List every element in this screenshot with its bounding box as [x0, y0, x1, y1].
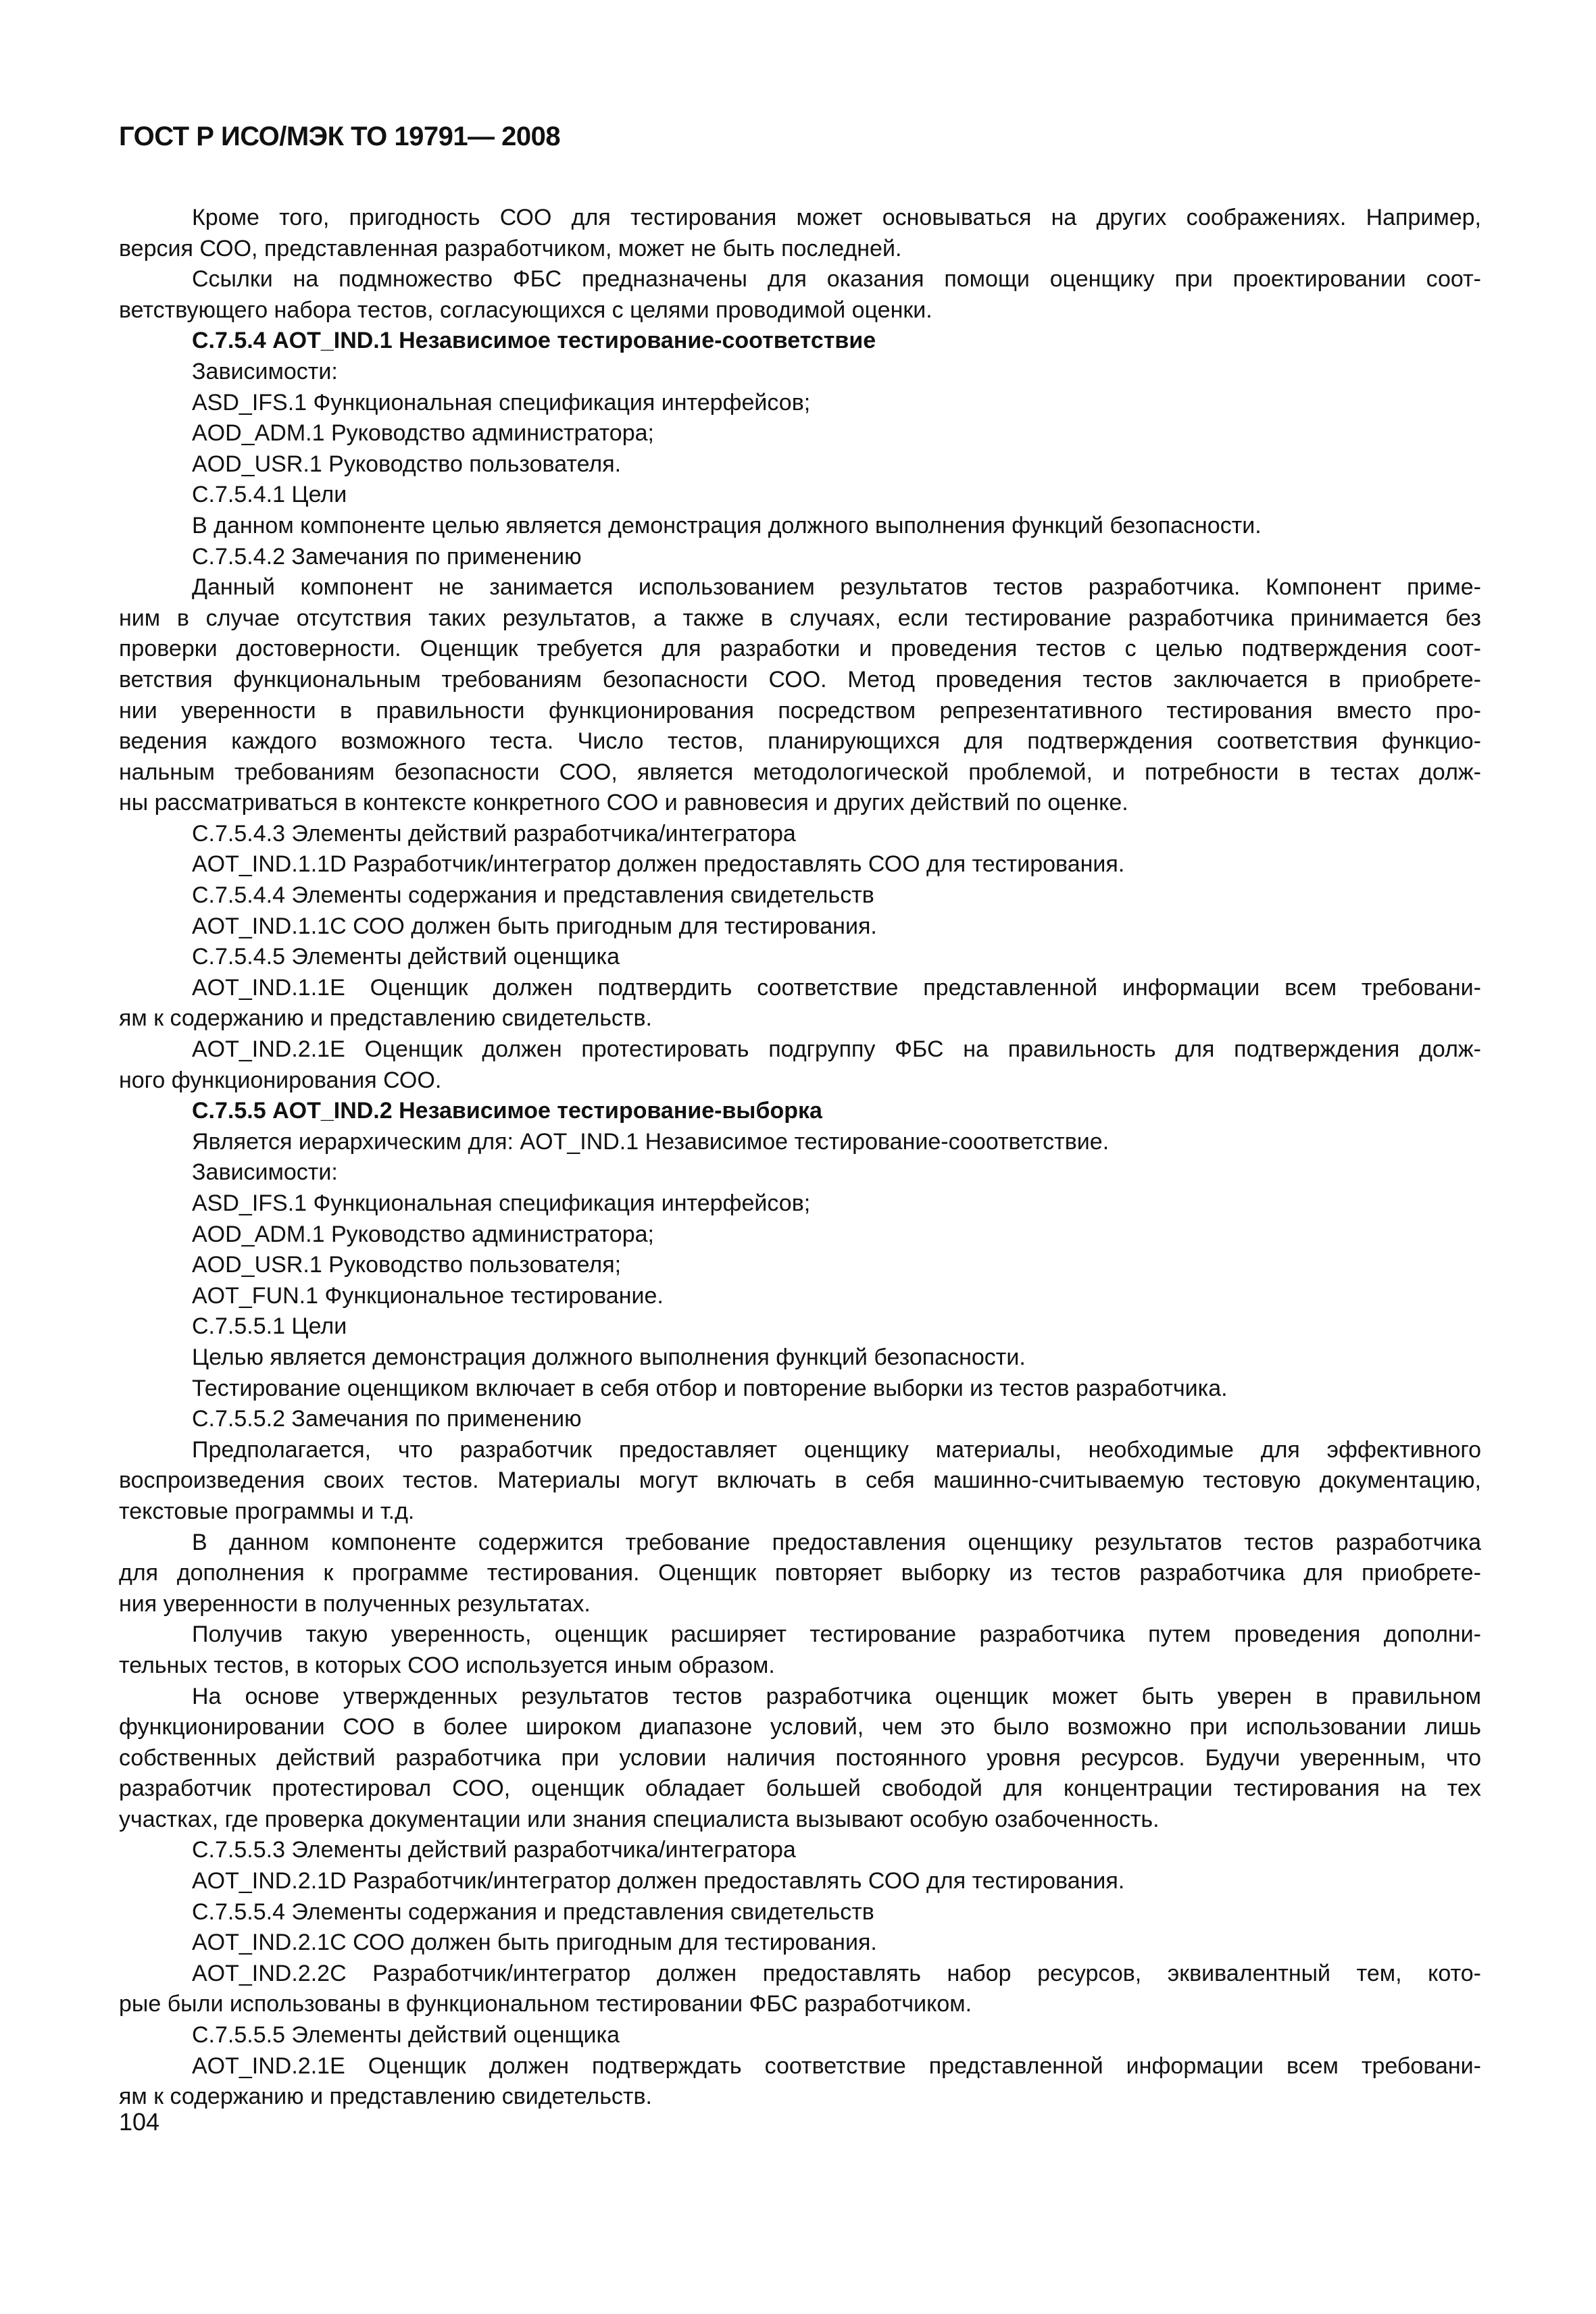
text-line: С.7.5.4.4 Элементы содержания и представления свидетельств: [192, 882, 874, 909]
text-line: Данный компонент не занимается использованием результатов тестов разработчика. Компонент приме-: [192, 574, 1481, 601]
text-line: ния уверенности в полученных результатах.: [119, 1590, 591, 1617]
text-line: AOT_IND.2.1E Оценщик должен протестировать подгруппу ФБС на правильность для подтверждения долж-: [192, 1036, 1481, 1063]
text-line: AOT_IND.1.1E Оценщик должен подтвердить соответствие представленной информации всем требовани-: [192, 974, 1481, 1001]
text-line: нии уверенности в правильности функционирования посредством репрезентативного тестирования вместо про-: [119, 697, 1481, 724]
text-line: для дополнения к программе тестирования. Оценщик повторяет выборку из тестов разработчика для приобрете-: [119, 1560, 1481, 1586]
text-line: участках, где проверка документации или знания специалиста вызывают особую озабоченность.: [119, 1806, 1159, 1832]
text-line: Целью является демонстрация должного выполнения функций безопасности.: [192, 1344, 1026, 1370]
text-line: воспроизведения своих тестов. Материалы могут включать в себя машинно-считываемую тестовую документацию,: [119, 1467, 1481, 1494]
text-line: ям к содержанию и представлению свидетельств.: [119, 1005, 653, 1032]
text-line: AOD_ADM.1 Руководство администратора;: [192, 420, 654, 447]
text-line: ASD_IFS.1 Функциональная спецификация интерфейсов;: [192, 1190, 811, 1216]
text-line: Получив такую уверенность, оценщик расширяет тестирование разработчика путем проведения дополни-: [192, 1621, 1481, 1648]
text-line: Предполагается, что разработчик предоставляет оценщику материалы, необходимые для эффективного: [192, 1436, 1481, 1463]
text-line: текстовые программы и т.д.: [119, 1498, 415, 1524]
text-line: AOT_IND.2.1C СОО должен быть пригодным для тестирования.: [192, 1930, 877, 1956]
text-line: ного функционирования СОО.: [119, 1067, 442, 1093]
text-line: ASD_IFS.1 Функциональная спецификация интерфейсов;: [192, 389, 811, 416]
text-line: AOT_IND.1.1C СОО должен быть пригодным для тестирования.: [192, 913, 877, 939]
text-line: AOT_IND.2.2C Разработчик/интегратор должен предоставлять набор ресурсов, эквивалентный тем, кото-: [192, 1960, 1481, 1986]
text-line: AOT_IND.2.1D Разработчик/интегратор должен предоставлять СОО для тестирования.: [192, 1868, 1125, 1894]
text-line: рые были использованы в функциональном тестировании ФБС разработчиком.: [119, 1991, 972, 2017]
text-line: тельных тестов, в которых СОО используется иным образом.: [119, 1652, 775, 1678]
text-line: AOD_USR.1 Руководство пользователя;: [192, 1252, 622, 1278]
text-line: функционировании СОО в более широком диапазоне условий, чем это было возможно при использовании лишь: [119, 1714, 1481, 1740]
text-line: нальным требованиям безопасности СОО, является методологической проблемой, и потребности в тестах долж-: [119, 759, 1481, 785]
text-line: С.7.5.5.3 Элементы действий разработчика/интегратора: [192, 1837, 796, 1863]
text-line: С.7.5.4.1 Цели: [192, 482, 347, 508]
text-line: С.7.5.5.2 Замечания по применению: [192, 1406, 582, 1432]
document-header: ГОСТ Р ИСО/МЭК ТО 19791— 2008: [119, 122, 561, 151]
text-line: AOT_FUN.1 Функциональное тестирование.: [192, 1282, 664, 1309]
text-line: На основе утвержденных результатов тестов разработчика оценщик может быть уверен в правильном: [192, 1683, 1481, 1709]
text-line: Зависимости:: [192, 358, 338, 384]
text-line: ветствующего набора тестов, согласующихся с целями проводимой оценки.: [119, 297, 932, 323]
section-heading: С.7.5.5 AOT_IND.2 Независимое тестирование-выборка: [192, 1098, 822, 1124]
text-line: версия СОО, представленная разработчиком, может не быть последней.: [119, 235, 902, 261]
text-line: AOT_IND.1.1D Разработчик/интегратор должен предоставлять СОО для тестирования.: [192, 851, 1125, 878]
page-number: 104: [119, 2108, 160, 2136]
text-line: С.7.5.4.2 Замечания по применению: [192, 543, 582, 570]
text-line: AOD_ADM.1 Руководство администратора;: [192, 1221, 654, 1247]
text-line: собственных действий разработчика при условии наличия постоянного уровня ресурсов. Будучи уверенным, что: [119, 1744, 1481, 1771]
text-line: ним в случае отсутствия таких результатов, а также в случаях, если тестирование разработчика принимается без: [119, 605, 1481, 631]
text-line: Зависимости:: [192, 1159, 338, 1186]
text-line: С.7.5.5.4 Элементы содержания и представления свидетельств: [192, 1898, 874, 1925]
text-line: С.7.5.4.5 Элементы действий оценщика: [192, 944, 620, 970]
text-line: ны рассматриваться в контексте конкретного СОО и равновесия и других действий по оценке.: [119, 790, 1128, 816]
text-line: AOT_IND.2.1E Оценщик должен подтверждать соответствие представленной информации всем требовани-: [192, 2053, 1481, 2079]
text-line: AOD_USR.1 Руководство пользователя.: [192, 451, 622, 477]
text-line: В данном компоненте содержится требование предоставления оценщику результатов тестов разработчика: [192, 1529, 1481, 1555]
text-line: Кроме того, пригодность СОО для тестирования может основываться на других соображениях. Например,: [192, 205, 1481, 230]
text-line: проверки достоверности. Оценщик требуется для разработки и проведения тестов с целью подтверждения соот-: [119, 636, 1481, 662]
text-line: ветствия функциональным требованиям безопасности СОО. Метод проведения тестов заключается в приобрете-: [119, 666, 1481, 693]
text-line: ведения каждого возможного теста. Число тестов, планирующихся для подтверждения соответствия функцио-: [119, 728, 1481, 755]
text-line: разработчик протестировал СОО, оценщик обладает большей свободой для концентрации тестирования на тех: [119, 1776, 1481, 1802]
text-line: ям к содержанию и представлению свидетельств.: [119, 2084, 653, 2110]
document-body: [119, 203, 1481, 2113]
text-line: С.7.5.5.5 Элементы действий оценщика: [192, 2022, 620, 2048]
text-line: С.7.5.4.3 Элементы действий разработчика/интегратора: [192, 820, 796, 847]
text-line: В данном компоненте целью является демонстрация должного выполнения функций безопасности.: [192, 512, 1262, 538]
text-line: Ссылки на подмножество ФБС предназначены для оказания помощи оценщику при проектировании соот-: [192, 266, 1481, 293]
text-line: С.7.5.5.1 Цели: [192, 1313, 347, 1340]
text-line: Является иерархическим для: AOT_IND.1 Независимое тестирование-сооответствие.: [192, 1128, 1109, 1155]
text-line: Тестирование оценщиком включает в себя отбор и повторение выборки из тестов разработчика.: [192, 1375, 1228, 1401]
section-heading: С.7.5.4 AOT_IND.1 Независимое тестирование-соответствие: [192, 328, 876, 354]
